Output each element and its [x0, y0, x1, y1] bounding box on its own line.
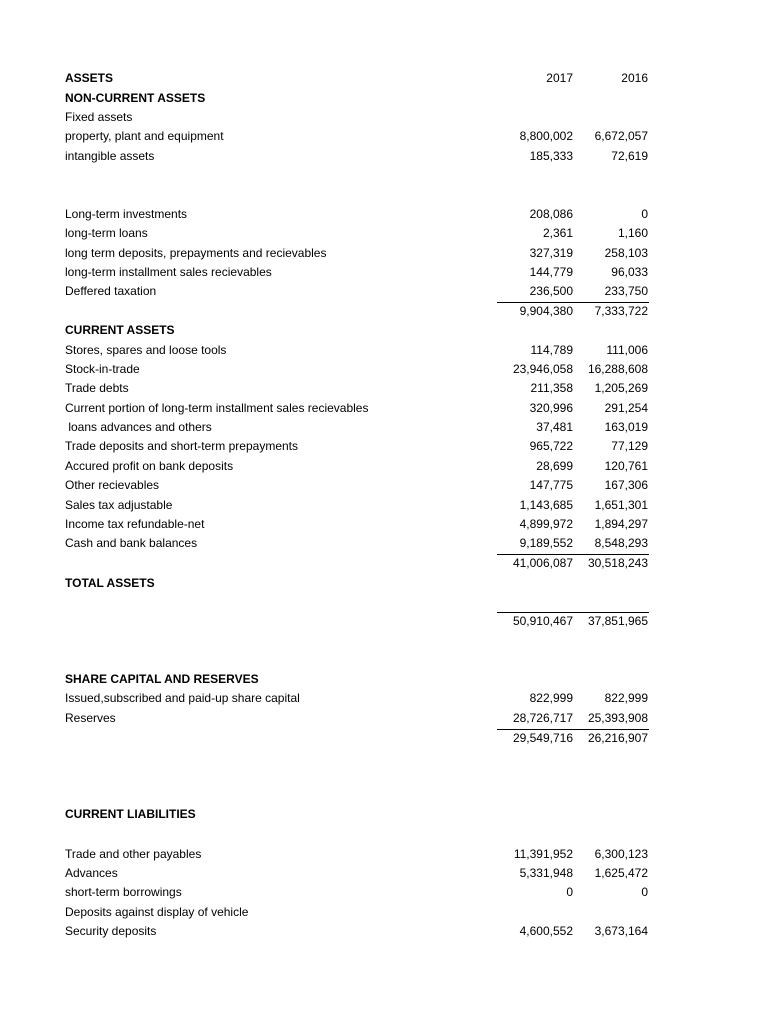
equity-heading: SHARE CAPITAL AND RESERVES — [65, 672, 259, 686]
line-item — [0, 710, 768, 727]
line-label: Long-term investments — [65, 207, 188, 221]
line-item — [0, 283, 768, 300]
value-2017: 5,331,948 — [519, 866, 573, 880]
section-heading — [0, 322, 768, 339]
line-label: Security deposits — [65, 924, 157, 938]
section-heading — [0, 671, 768, 688]
value-2017: 236,500 — [529, 284, 573, 298]
value-2017: 28,726,717 — [512, 711, 573, 725]
section-heading — [0, 806, 768, 823]
line-item — [0, 690, 768, 707]
subtotal-2017: 29,549,716 — [512, 731, 573, 745]
section-heading — [0, 575, 768, 592]
value-2017: 2,361 — [542, 226, 573, 240]
value-2016: 8,548,293 — [594, 536, 648, 550]
value-2017: 9,189,552 — [519, 536, 573, 550]
value-2017: 185,333 — [529, 149, 573, 163]
non-current-heading: NON-CURRENT ASSETS — [65, 91, 206, 105]
value-2016: 0 — [641, 885, 648, 899]
value-2016: 77,129 — [611, 439, 648, 453]
value-2017: 37,481 — [536, 420, 573, 434]
value-2017: 211,358 — [530, 381, 573, 395]
subtotal-2016: 30,518,243 — [587, 556, 648, 570]
value-2016: 25,393,908 — [587, 711, 648, 725]
value-2017: 320,996 — [529, 401, 573, 415]
subtotal-row — [0, 730, 768, 747]
line-label: Stock-in-trade — [65, 362, 140, 376]
section-heading — [0, 90, 768, 107]
value-2016: 167,306 — [604, 478, 648, 492]
line-item — [0, 245, 768, 262]
subtotal-2016: 7,333,722 — [594, 304, 648, 318]
line-label: Deffered taxation — [65, 284, 157, 298]
value-2017: 144,779 — [529, 265, 573, 279]
line-label: Other recievables — [65, 478, 160, 492]
value-2017: 965,722 — [529, 439, 573, 453]
line-label: loans advances and others — [65, 420, 212, 434]
value-2016: 0 — [641, 207, 648, 221]
header-row — [0, 70, 768, 87]
line-item — [0, 846, 768, 863]
value-2017: 327,319 — [529, 246, 573, 260]
subtotal-row — [0, 303, 768, 320]
line-item — [0, 206, 768, 223]
line-item — [0, 884, 768, 901]
total-assets-2016: 37,851,965 — [587, 614, 648, 628]
value-2016: 96,033 — [611, 265, 648, 279]
line-label: long-term loans — [65, 226, 148, 240]
value-2016: 258,103 — [604, 246, 648, 260]
value-2016: 16,288,608 — [587, 362, 648, 376]
line-label: Trade debts — [65, 381, 129, 395]
value-2016: 233,750 — [604, 284, 648, 298]
value-2016: 1,160 — [617, 226, 648, 240]
value-2016: 6,300,123 — [594, 847, 648, 861]
value-2016: 72,619 — [611, 149, 648, 163]
line-item — [0, 400, 768, 417]
line-label: Sales tax adjustable — [65, 498, 173, 512]
line-item — [0, 865, 768, 882]
line-label: intangible assets — [65, 149, 155, 163]
value-2017: 114,789 — [530, 343, 573, 357]
line-item — [0, 361, 768, 378]
line-label: property, plant and equipment — [65, 129, 224, 143]
line-item — [0, 380, 768, 397]
value-2017: 208,086 — [529, 207, 573, 221]
line-label: short-term borrowings — [65, 885, 182, 899]
line-label: Advances — [65, 866, 118, 880]
line-item — [0, 923, 768, 940]
line-label: Cash and bank balances — [65, 536, 198, 550]
line-item — [0, 419, 768, 436]
value-2017: 11,391,952 — [513, 847, 573, 861]
line-item — [0, 225, 768, 242]
line-label: Trade deposits and short-term prepayments — [65, 439, 298, 453]
subtotal-2017: 9,904,380 — [519, 304, 573, 318]
subtotal-2017: 41,006,087 — [512, 556, 573, 570]
line-label: long-term installment sales recievables — [65, 265, 272, 279]
value-2017: 4,899,972 — [519, 517, 573, 531]
line-label: Accured profit on bank deposits — [65, 459, 234, 473]
line-item — [0, 904, 768, 921]
value-2016: 822,999 — [604, 691, 648, 705]
value-2017: 0 — [566, 885, 573, 899]
line-label: Stores, spares and loose tools — [65, 343, 227, 357]
value-2016: 291,254 — [604, 401, 648, 415]
value-2017: 28,699 — [536, 459, 573, 473]
value-2016: 111,006 — [606, 343, 648, 357]
line-item — [0, 128, 768, 145]
line-item — [0, 438, 768, 455]
year-2017-header: 2017 — [546, 71, 573, 85]
line-item — [0, 458, 768, 475]
value-2017: 23,946,058 — [512, 362, 573, 376]
value-2016: 1,205,269 — [594, 381, 648, 395]
line-item — [0, 497, 768, 514]
subtotal-row — [0, 555, 768, 572]
line-label: Current portion of long-term installment sales recievables — [65, 401, 369, 415]
total-assets-2017: 50,910,467 — [512, 614, 573, 628]
value-2017: 8,800,002 — [519, 129, 573, 143]
value-2016: 120,761 — [604, 459, 648, 473]
line-label: Issued,subscribed and paid-up share capital — [65, 691, 300, 705]
line-item — [0, 148, 768, 165]
line-label: Income tax refundable-net — [65, 517, 205, 531]
line-label: Deposits against display of vehicle — [65, 905, 249, 919]
value-2016: 1,625,472 — [594, 866, 648, 880]
value-2017: 4,600,552 — [519, 924, 573, 938]
line-item — [0, 535, 768, 552]
value-2016: 6,672,057 — [594, 129, 648, 143]
total-row — [0, 613, 768, 630]
total-assets-label: TOTAL ASSETS — [65, 576, 155, 590]
value-2017: 147,775 — [529, 478, 573, 492]
subheading-row — [0, 109, 768, 126]
value-2016: 163,019 — [604, 420, 648, 434]
current-assets-heading: CURRENT ASSETS — [65, 323, 175, 337]
line-label: Reserves — [65, 711, 116, 725]
subtotal-2016: 26,216,907 — [587, 731, 648, 745]
line-label: long term deposits, prepayments and recievables — [65, 246, 327, 260]
year-2016-header: 2016 — [621, 71, 648, 85]
assets-title: ASSETS — [65, 71, 114, 85]
line-item — [0, 516, 768, 533]
line-label: Trade and other payables — [65, 847, 202, 861]
fixed-assets-label: Fixed assets — [65, 110, 133, 124]
line-item — [0, 264, 768, 281]
value-2017: 1,143,685 — [519, 498, 573, 512]
line-item — [0, 477, 768, 494]
liabilities-heading: CURRENT LIABILITIES — [65, 807, 196, 821]
line-item — [0, 342, 768, 359]
value-2016: 1,651,301 — [594, 498, 648, 512]
value-2016: 3,673,164 — [594, 924, 648, 938]
value-2017: 822,999 — [529, 691, 573, 705]
value-2016: 1,894,297 — [594, 517, 648, 531]
